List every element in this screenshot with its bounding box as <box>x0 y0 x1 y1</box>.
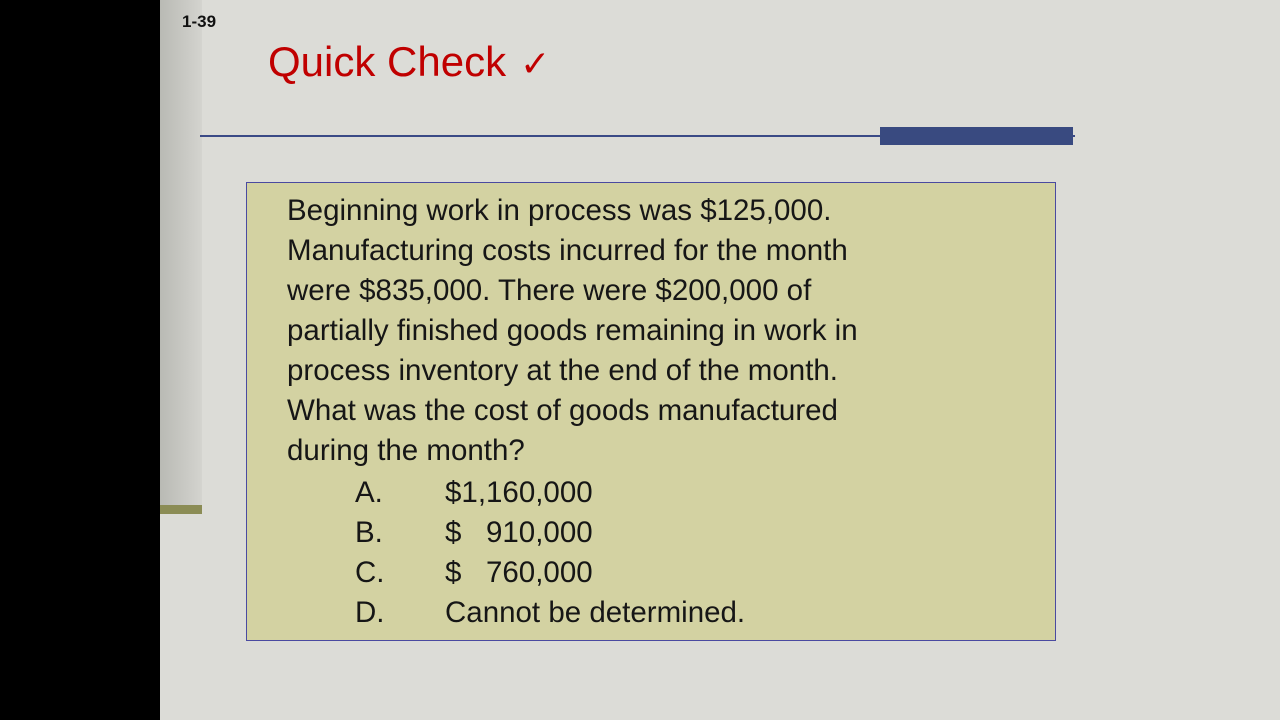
answer-choice-b[interactable] <box>355 513 1015 553</box>
answer-choice-a[interactable] <box>355 473 1015 513</box>
answer-choices <box>355 473 1015 633</box>
question-text <box>287 191 1032 471</box>
answer-choice-letter: D. <box>355 596 385 629</box>
page-title-text: Quick Check <box>268 38 507 85</box>
answer-choice-letter: A. <box>355 476 383 509</box>
answer-choice-text: $1,160,000 <box>445 476 593 509</box>
question-line: were $835,000. There were $200,000 of <box>287 274 812 307</box>
question-line: process inventory at the end of the month. <box>287 354 838 387</box>
page-title <box>268 38 550 86</box>
slide-canvas <box>160 0 1280 720</box>
question-box <box>246 182 1056 641</box>
slide-number: 1-39 <box>182 12 217 31</box>
question-line: Manufacturing costs incurred for the month <box>287 234 848 267</box>
slide-left-accent-foot <box>160 505 202 514</box>
answer-choice-text: Cannot be determined. <box>445 596 746 629</box>
question-line: Beginning work in process was $125,000. <box>287 194 832 227</box>
check-mark-icon: ✓ <box>520 43 551 84</box>
question-line: partially finished goods remaining in work in <box>287 314 858 347</box>
answer-choice-letter: B. <box>355 516 383 549</box>
answer-choice-c[interactable] <box>355 553 1015 593</box>
answer-choice-letter: C. <box>355 556 385 589</box>
answer-choice-d[interactable] <box>355 593 1015 633</box>
answer-choice-text: $ 760,000 <box>445 556 593 589</box>
slide-left-accent-band <box>160 0 202 512</box>
question-line: during the month? <box>287 434 525 467</box>
title-divider-block <box>880 127 1073 145</box>
question-line: What was the cost of goods manufactured <box>287 394 838 427</box>
answer-choice-text: $ 910,000 <box>445 516 593 549</box>
